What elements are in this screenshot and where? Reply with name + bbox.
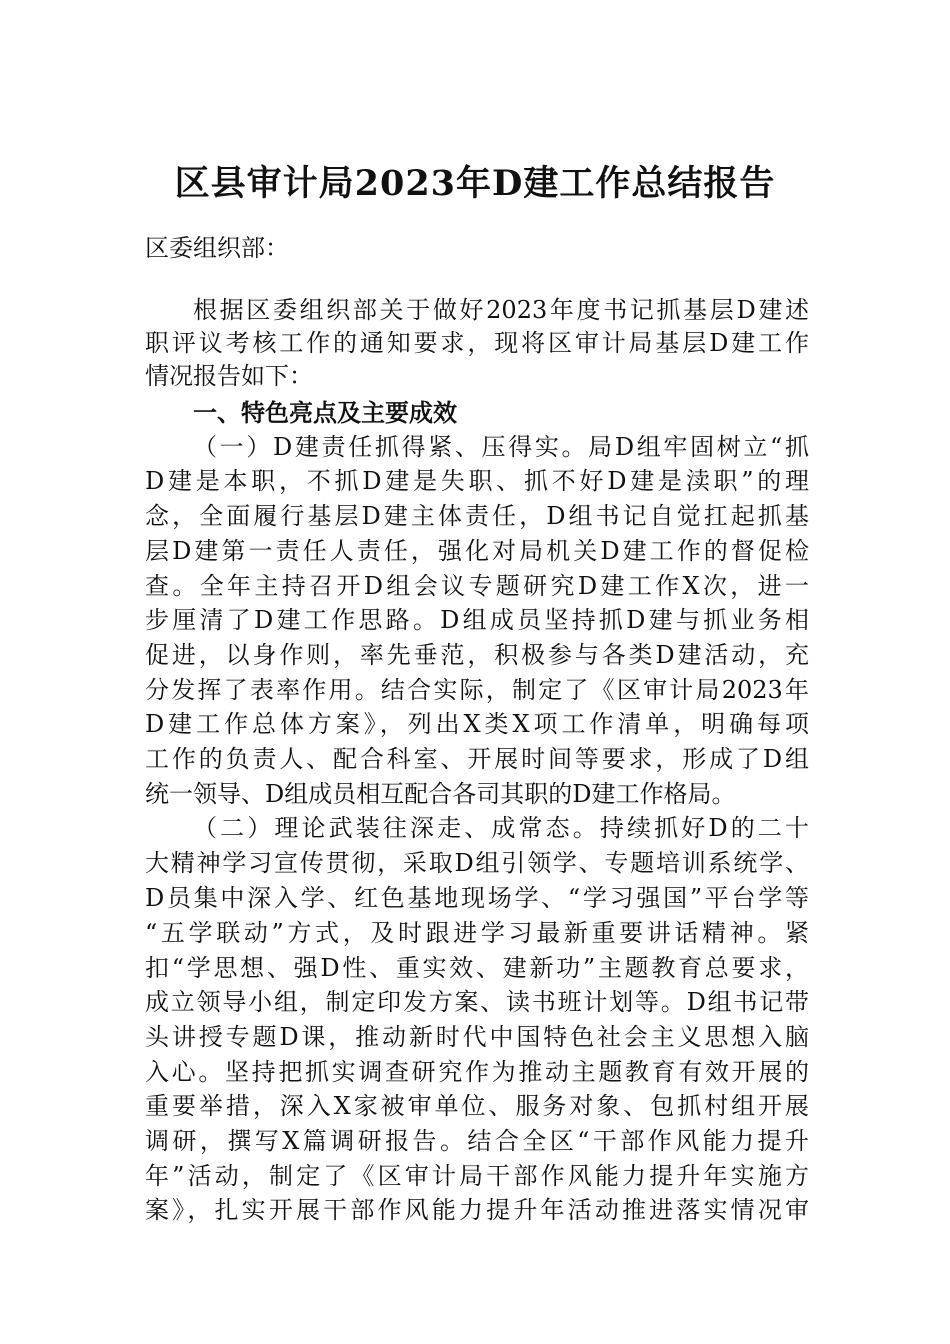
paragraph-line: （二）理论武装往深走、成常态。持续抓好D的二十 <box>193 814 809 842</box>
paragraph-line: 分发挥了表率作用。结合实际，制定了《区审计局2023年 <box>145 676 809 704</box>
paragraph-line: 年”活动，制定了《区审计局干部作风能力提升年实施方 <box>145 1162 809 1190</box>
paragraph-line: D建是本职，不抓D建是失职、抓不好D建是渎职”的理 <box>145 467 809 495</box>
paragraph-line: 促进，以身作则，率先垂范，积极参与各类D建活动，充 <box>145 641 809 669</box>
paragraph-line: 统一领导、D组成员相互配合各司其职的D建工作格局。 <box>145 780 736 808</box>
paragraph-line: 工作的负责人、配合科室、开展时间等要求，形成了D组 <box>145 745 809 773</box>
paragraph-line: 大精神学习宣传贯彻，采取D组引领学、专题培训系统学、 <box>145 849 809 877</box>
paragraph-line: D建工作总体方案》，列出X类X项工作清单，明确每项 <box>145 710 809 738</box>
paragraph-line: 扣“学思想、强D性、重实效、建新功”主题教育总要求， <box>145 954 809 982</box>
paragraph-line: 步厘清了D建工作思路。D组成员坚持抓D建与抓业务相 <box>145 606 809 634</box>
paragraph-line: “五学联动”方式，及时跟进学习最新重要讲话精神。紧 <box>145 919 809 947</box>
paragraph-line: 重要举措，深入X家被审单位、服务对象、包抓村组开展 <box>145 1092 809 1120</box>
section-heading: 一、特色亮点及主要成效 <box>193 399 457 427</box>
intro-line: 情况报告如下： <box>145 362 313 390</box>
paragraph-line: 调研，撰写X篇调研报告。结合全区“干部作风能力提升 <box>145 1127 809 1155</box>
paragraph-line: 头讲授专题D课，推动新时代中国特色社会主义思想入脑 <box>145 1023 809 1051</box>
paragraph-line: 入心。坚持把抓实调查研究作为推动主题教育有效开展的 <box>145 1058 809 1086</box>
paragraph-line: 查。全年主持召开D组会议专题研究D建工作X次，进一 <box>145 572 809 600</box>
paragraph-line: 层D建第一责任人责任，强化对局机关D建工作的督促检 <box>145 537 809 565</box>
paragraph-line: （一）D建责任抓得紧、压得实。局D组牢固树立“抓 <box>193 433 809 461</box>
intro-line: 职评议考核工作的通知要求，现将区审计局基层D建工作 <box>145 329 809 357</box>
paragraph-line: 成立领导小组，制定印发方案、读书班计划等。D组书记带 <box>145 988 809 1016</box>
paragraph-line: 案》，扎实开展干部作风能力提升年活动推进落实情况审 <box>145 1196 809 1224</box>
salutation: 区委组织部： <box>145 234 289 262</box>
intro-line: 根据区委组织部关于做好2023年度书记抓基层D建述 <box>193 296 809 324</box>
paragraph-line: 念，全面履行基层D建主体责任，D组书记自觉扛起抓基 <box>145 502 809 530</box>
document-title: 区县审计局2023年D建工作总结报告 <box>174 163 776 204</box>
paragraph-line: D员集中深入学、红色基地现场学、“学习强国”平台学等 <box>145 884 809 912</box>
